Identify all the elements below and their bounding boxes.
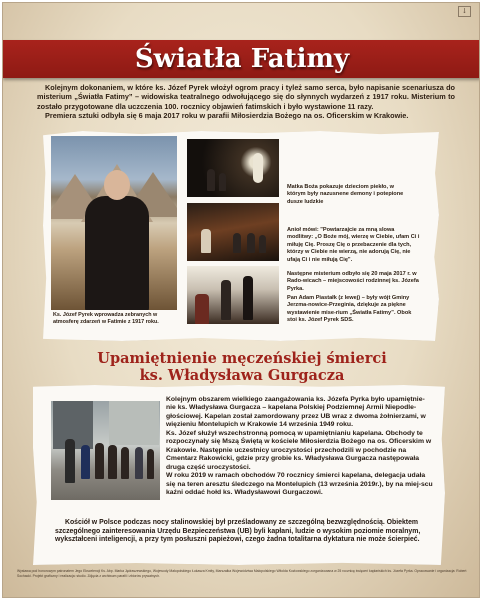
gurgacz-body	[166, 396, 434, 497]
intro-paragraph-2: Premiera sztuki odbyła się 6 maja 2017 roku w parafii Miłosierdzia Bożego na os. Oficerskim w Krakowie.	[45, 111, 409, 121]
stage-photo-thanks	[187, 266, 279, 324]
closing-paragraph: Kościół w Polsce podczas nocy stalinowskiej był prześladowany ze szczególną bezwzględnością. Obiektem szczególnego zainteresowania Urzędu Bezpieczeństwa (UB) byli kapłani, ludzie o wysokim poziomie moralnym, wykształceni inteligencji, a przy tym posłuszni papieżowi, czego żadna totalitarna dyktatura nie może ścierpieć.	[55, 519, 421, 544]
priest-head	[104, 170, 130, 200]
intro-text	[37, 83, 455, 121]
footnote: Wystawa pod honorowym patronatem Jego Ekscelencji Ks. Abp. Marka Jędraszewskiego, Wojewody Małopolskiego Łukasza Kmity, Marszałka Województwa Małopolskiego Witolda Kozlowskiego zorganizowana w 25 rocznicę święceń kapłańskich ks. Józefa Pyrka. Opracowanie i organizacja: Robert Sochacki. Projekt graficzny i realizacja: studio. Zdjęcia z archiwum parafii i zbiorów prywatnych.	[17, 569, 467, 578]
stage-photo-angel	[187, 203, 279, 261]
stage-caption-angel: Anioł mówi: "Powtarzajcie za mną slowa modlitwy: „O Boże mój, wierzę w Ciebie, ufam Ci i miłuję Cię. Proszę Cię o przebaczenie dla tych, którzy w Ciebie nie wierzą, nie adorują Cię, nie ufają Ci i nie miłują Cię".	[287, 227, 420, 263]
section-title-line-2: ks. Władysława Gurgacza	[139, 367, 345, 384]
poster	[2, 2, 480, 598]
priest-photo	[51, 136, 177, 310]
section-title-line-1: Upamiętnienie męczeńskiej śmierci	[97, 350, 387, 367]
priest-caption: Ks. Józef Pyrek wprowadza zebranych w atmosferę zdarzeń w Fatimie z 1917 roku.	[53, 312, 159, 325]
intro-paragraph-1: Kolejnym dokonaniem, w które ks. Józef Pyrek włożył ogrom pracy i tyleż samo serca, było napisanie scenariusza do misterium „Światła Fatimy” – widowiska teatralnego odwołującego się do słynnych wydarzeń z 1917 roku. Misterium to zostało przygotowane dla uczczenia 100. rocznicy objawień fatimskich i było wystawione 11 razy.	[37, 83, 455, 111]
stage-caption-radwanowice: Następne misterium odbyło się 20 maja 2017 r. w Rado-wicach – miejscowości rodzinnej ks. Józefa Pyrka.	[287, 271, 419, 292]
gurgacz-paragraph-3: W roku 2019 w ramach obchodów 70 rocznicy śmierci kapelana, delegacja udała się na teren aresztu śledczego na Montelupich (13 września 2019r.), by na miej-scu kaźni oddać hołd ks. Władysławowi Gurgaczowi.	[166, 472, 433, 496]
memorial-photo	[51, 401, 160, 500]
gurgacz-paragraph-1: Kolejnym obszarem wielkiego zaangażowania ks. Józefa Pyrka było upamiętnie-nie ks. Władysława Gurgacza – kapelana Polskiej Podziemnej Armii Niepodle-głościowej. Kapelan został zamordowany przez UB wraz z dwoma żołnierzami, w więzieniu Montelupich w Krakowie 14 września 1949 roku.	[166, 396, 426, 429]
priest-figure	[85, 196, 149, 310]
stage-caption-hell: Matka Boża pokazuje dzieciom piekło, w którym były nazusnene demony i potepione dusze ludzkie	[287, 184, 404, 205]
gurgacz-paragraph-2: Ks. Józef służył wszechstronną pomocą w upamiętnianiu kapelana. Obchody te rozpoczynały się Mszą Świętą w kościele Miłosierdzia Bożego na os. Oficerskim w Krakowie. Następnie uczestnicy uroczystości przechodzili w pochodzie na Cmentarz Rakowicki, gdzie przy grobie ks. Władysława Gurgacza następowała druga część uroczystości.	[166, 429, 432, 471]
stage-photo-hell	[187, 139, 279, 197]
poster-title: Światła Fatimy	[134, 44, 350, 74]
corner-badge: ↓	[458, 6, 471, 17]
stage-caption-thanks: Pan Adam Piastałk (z lewej) – były wójt Gminy Jerzma-nowice-Przeginia, dziękuje za piękne wystawienie mise-rium „Światła Fatimy”. Obok stoi ks. Józef Pyrek SDS.	[287, 295, 412, 324]
